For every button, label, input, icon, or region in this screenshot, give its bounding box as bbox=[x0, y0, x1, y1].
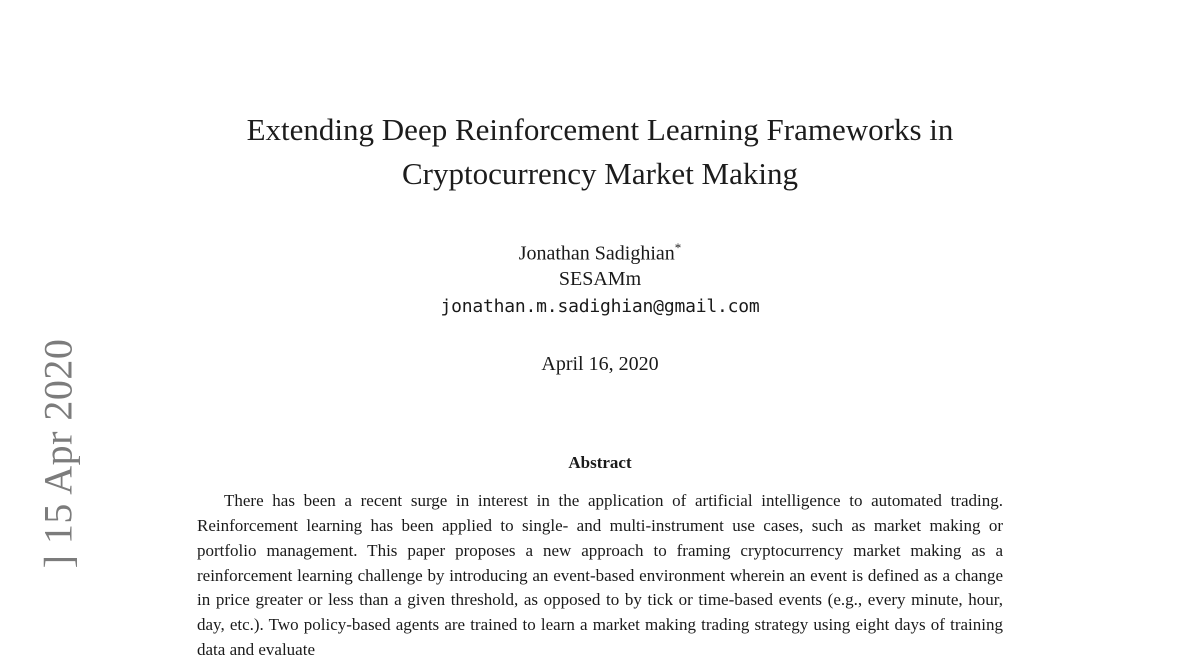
author-block bbox=[195, 240, 1005, 317]
page-title: Extending Deep Reinforcement Learning Frameworks in Cryptocurrency Market Making bbox=[246, 112, 954, 192]
abstract-heading: Abstract bbox=[568, 452, 632, 472]
author-line bbox=[195, 240, 1005, 267]
author-email: jonathan.m.sadighian@gmail.com bbox=[440, 295, 760, 317]
abstract-body bbox=[195, 489, 1005, 663]
author-name: Jonathan Sadighian bbox=[518, 242, 675, 265]
arxiv-vertical-stamp: ] 15 Apr 2020 bbox=[35, 338, 81, 569]
affiliation: SESAMm bbox=[558, 268, 642, 291]
publication-date: April 16, 2020 bbox=[541, 352, 659, 375]
author-footnote-marker: * bbox=[674, 240, 682, 256]
paper-content bbox=[195, 0, 1005, 663]
abstract-text: There has been a recent surge in interest in the application of artificial intelligence to automated trading. Reinforcement learning has been applied to single- and multi-instrument use cases, such as market making or portfolio management. This paper proposes a new approach to framing cryptocurrency market making as a reinforcement learning challenge by introducing an event-based environment wherein an event is defined as a change in price greater or less than a given threshold, as opposed to by tick or time-based events (e.g., every minute, hour, day, etc.). Two policy-based agents are trained to learn a market making trading strategy using eight days of training data and evaluate bbox=[197, 490, 1003, 660]
